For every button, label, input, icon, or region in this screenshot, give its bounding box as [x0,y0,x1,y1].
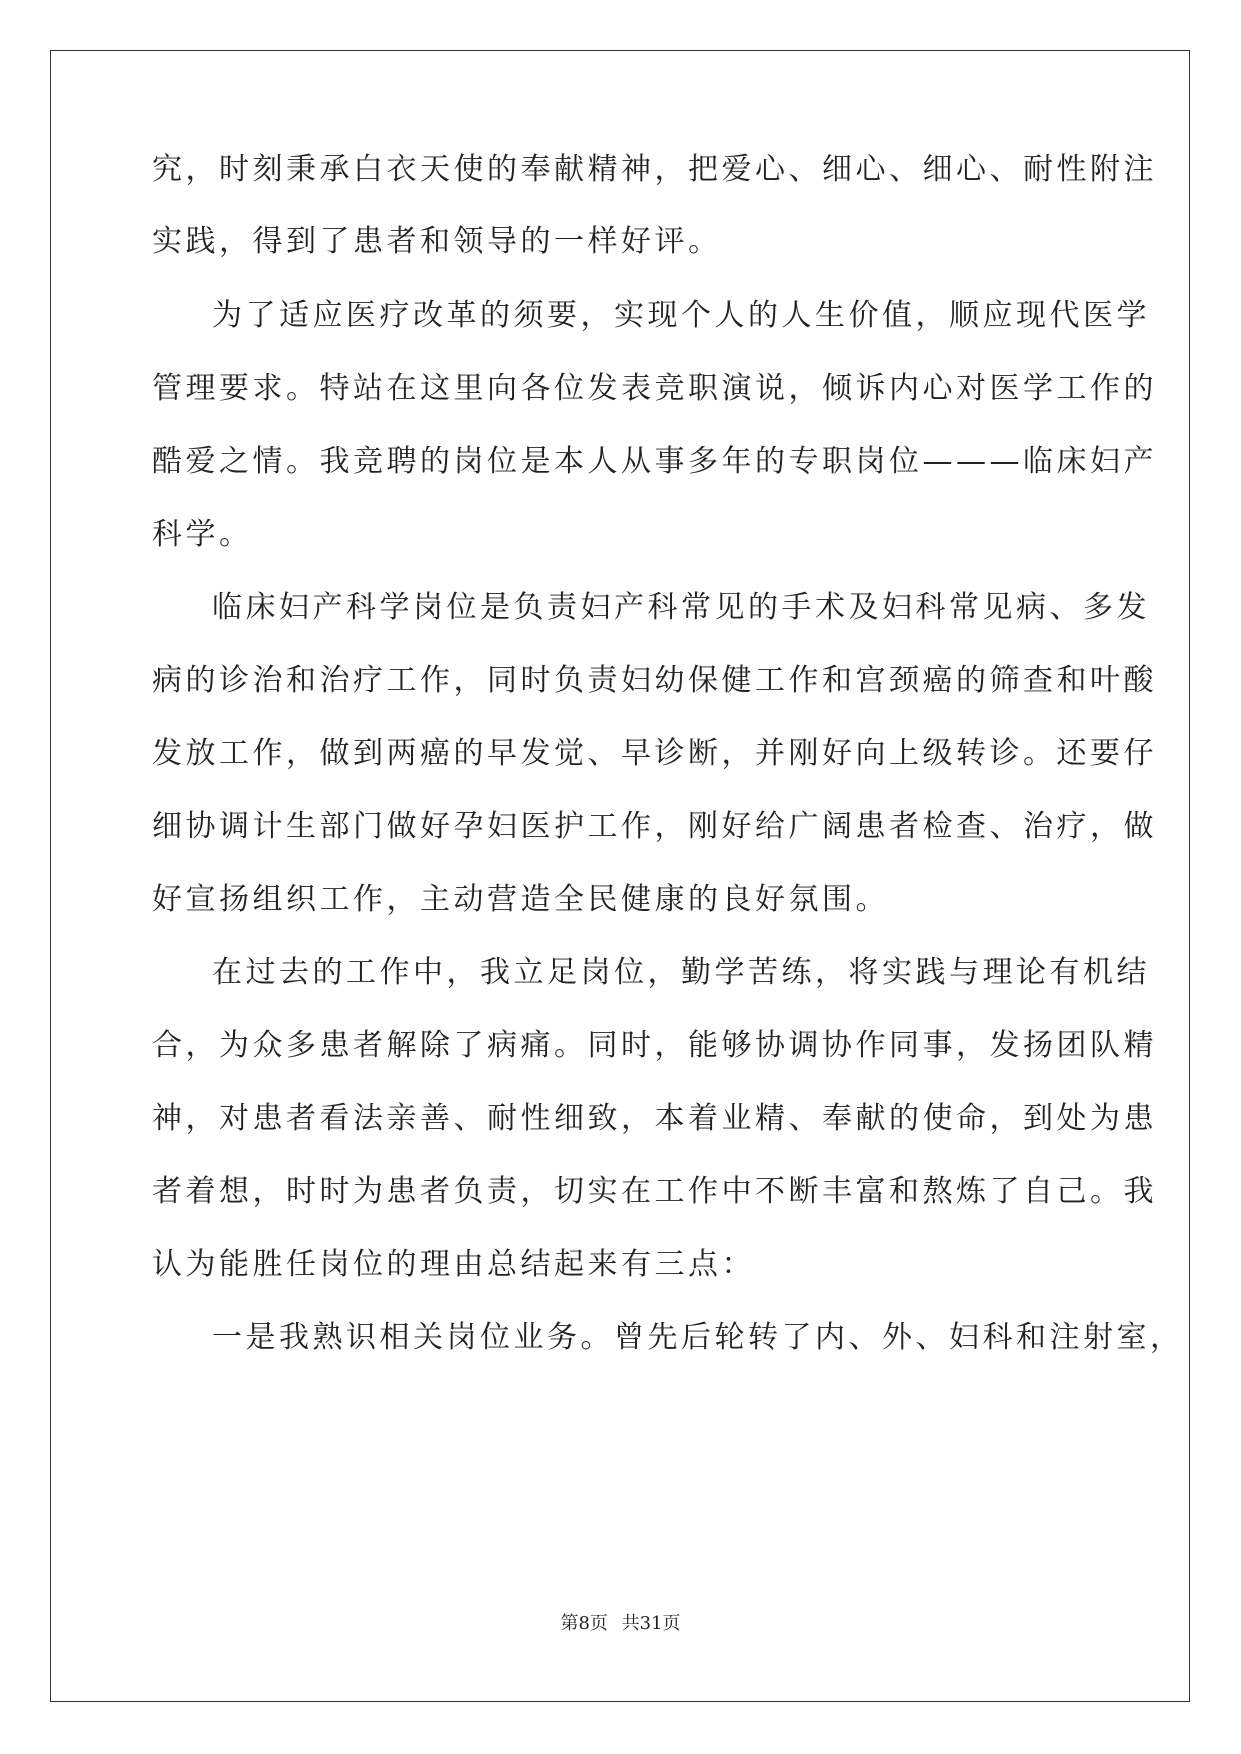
text-line: 者着想，时时为患者负责，切实在工作中不断丰富和熬炼了自己。我 [152,1174,1157,1209]
text-line: 酷爱之情。我竞聘的岗位是本人从事多年的专职岗位———临床妇产 [152,444,1157,479]
text-line: 科学。 [152,517,253,552]
text-line: 神，对患者看法亲善、耐性细致，本着业精、奉献的使命，到处为患 [152,1101,1157,1136]
text-line: 合，为众多患者解除了病痛。同时，能够协调协作同事，发扬团队精 [152,1028,1157,1063]
text-line: 管理要求。特站在这里向各位发表竞职演说，倾诉内心对医学工作的 [152,371,1157,406]
text-line: 细协调计生部门做好孕妇医护工作，刚好给广阔患者检查、治疗，做 [152,809,1157,844]
text-line: 发放工作，做到两癌的早发觉、早诊断，并刚好向上级转诊。还要仔 [152,736,1157,771]
paragraph-start-line: 为了适应医疗改革的须要，实现个人的人生价值，顺应现代医学 [212,298,1150,333]
text-line: 究，时刻秉承白衣天使的奉献精神，把爱心、细心、细心、耐性附注 [152,152,1157,187]
page-number-total: 共31页 [621,1613,681,1634]
page-number-current: 第8页 [560,1613,608,1634]
paragraph-start-line: 一是我熟识相关岗位业务。曾先后轮转了内、外、妇科和注射室， [212,1320,1184,1355]
text-line: 认为能胜任岗位的理由总结起来有三点： [152,1247,755,1282]
paragraph-start-line: 临床妇产科学岗位是负责妇产科常见的手术及妇科常见病、多发 [212,590,1150,625]
paragraph-start-line: 在过去的工作中，我立足岗位，勤学苦练，将实践与理论有机结 [212,955,1150,990]
text-line: 实践，得到了患者和领导的一样好评。 [152,224,722,259]
text-line: 病的诊治和治疗工作，同时负责妇幼保健工作和宫颈癌的筛查和叶酸 [152,663,1157,698]
page-footer [0,1612,1241,1636]
text-line: 好宣扬组织工作，主动营造全民健康的良好氛围。 [152,882,889,917]
